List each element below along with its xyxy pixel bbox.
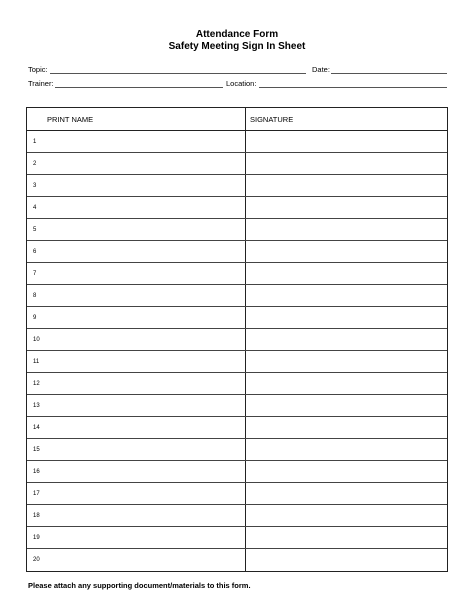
row-number: 17	[33, 491, 40, 497]
row-number: 3	[33, 183, 37, 189]
print-name-cell[interactable]	[27, 285, 245, 306]
signature-cell[interactable]	[246, 241, 447, 262]
print-name-cell[interactable]	[27, 373, 245, 394]
print-name-cell[interactable]	[27, 153, 245, 174]
row-number: 4	[33, 205, 37, 211]
table-row	[27, 329, 447, 351]
table-row	[27, 505, 447, 527]
date-label: Date:	[312, 65, 330, 74]
signature-cell[interactable]	[246, 285, 447, 306]
signature-cell[interactable]	[246, 153, 447, 174]
table-row	[27, 417, 447, 439]
row-number: 5	[33, 227, 37, 233]
table-row	[27, 197, 447, 219]
row-number: 7	[33, 271, 37, 277]
table-row	[27, 373, 447, 395]
print-name-cell[interactable]	[27, 219, 245, 240]
table-row	[27, 175, 447, 197]
signature-cell[interactable]	[246, 307, 447, 328]
print-name-cell[interactable]	[27, 329, 245, 350]
row-number: 16	[33, 469, 40, 475]
print-name-cell[interactable]	[27, 197, 245, 218]
signature-cell[interactable]	[246, 131, 447, 152]
print-name-cell[interactable]	[27, 307, 245, 328]
print-name-cell[interactable]	[27, 439, 245, 460]
row-number: 20	[33, 557, 40, 563]
row-number: 2	[33, 161, 37, 167]
table-row	[27, 307, 447, 329]
print-name-cell[interactable]	[27, 175, 245, 196]
topic-label: Topic:	[28, 65, 48, 74]
print-name-cell[interactable]	[27, 505, 245, 526]
signature-cell[interactable]	[246, 263, 447, 284]
location-label: Location:	[226, 79, 257, 88]
print-name-cell[interactable]	[27, 483, 245, 504]
signature-cell[interactable]	[246, 461, 447, 482]
footer-note: Please attach any supporting document/materials to this form.	[28, 581, 251, 590]
row-number: 12	[33, 381, 40, 387]
trainer-label: Trainer:	[28, 79, 54, 88]
print-name-cell[interactable]	[27, 241, 245, 262]
table-row	[27, 549, 447, 571]
print-name-cell[interactable]	[27, 417, 245, 438]
table-row	[27, 131, 447, 153]
print-name-cell[interactable]	[27, 131, 245, 152]
signature-cell[interactable]	[246, 351, 447, 372]
table-row	[27, 461, 447, 483]
signature-cell[interactable]	[246, 395, 447, 416]
row-number: 11	[33, 359, 40, 365]
row-number: 19	[33, 535, 40, 541]
row-number: 18	[33, 513, 40, 519]
print-name-cell[interactable]	[27, 351, 245, 372]
table-row	[27, 285, 447, 307]
table-row	[27, 483, 447, 505]
signature-cell[interactable]	[246, 417, 447, 438]
row-number: 6	[33, 249, 37, 255]
topic-field[interactable]	[50, 73, 306, 74]
signature-cell[interactable]	[246, 439, 447, 460]
row-number: 14	[33, 425, 40, 431]
signature-cell[interactable]	[246, 505, 447, 526]
signature-cell[interactable]	[246, 483, 447, 504]
table-row	[27, 153, 447, 175]
print-name-cell[interactable]	[27, 527, 245, 548]
signature-cell[interactable]	[246, 197, 447, 218]
trainer-field[interactable]	[55, 87, 223, 88]
table-row	[27, 219, 447, 241]
row-number: 9	[33, 315, 37, 321]
table-row	[27, 395, 447, 417]
form-title-line1: Attendance Form	[195, 29, 279, 40]
signature-cell[interactable]	[246, 175, 447, 196]
table-row	[27, 439, 447, 461]
signature-cell[interactable]	[246, 373, 447, 394]
print-name-cell[interactable]	[27, 461, 245, 482]
row-number: 13	[33, 403, 40, 409]
column-header-signature: SIGNATURE	[250, 115, 294, 124]
row-number: 1	[33, 139, 37, 145]
table-row	[27, 241, 447, 263]
print-name-cell[interactable]	[27, 549, 245, 571]
signature-cell[interactable]	[246, 219, 447, 240]
signature-cell[interactable]	[246, 329, 447, 350]
table-header	[27, 108, 447, 131]
form-title-line2: Safety Meeting Sign In Sheet	[168, 41, 306, 52]
table-row	[27, 263, 447, 285]
table-row	[27, 351, 447, 373]
location-field[interactable]	[259, 87, 447, 88]
table-row	[27, 527, 447, 549]
date-field[interactable]	[331, 73, 447, 74]
topic-date-row	[28, 63, 448, 75]
print-name-cell[interactable]	[27, 395, 245, 416]
sign-in-table	[26, 107, 448, 572]
signature-cell[interactable]	[246, 549, 447, 571]
signature-cell[interactable]	[246, 527, 447, 548]
column-header-print-name: PRINT NAME	[47, 115, 94, 124]
trainer-location-row	[28, 77, 448, 89]
print-name-cell[interactable]	[27, 263, 245, 284]
row-number: 15	[33, 447, 40, 453]
row-number: 8	[33, 293, 37, 299]
row-number: 10	[33, 337, 40, 343]
